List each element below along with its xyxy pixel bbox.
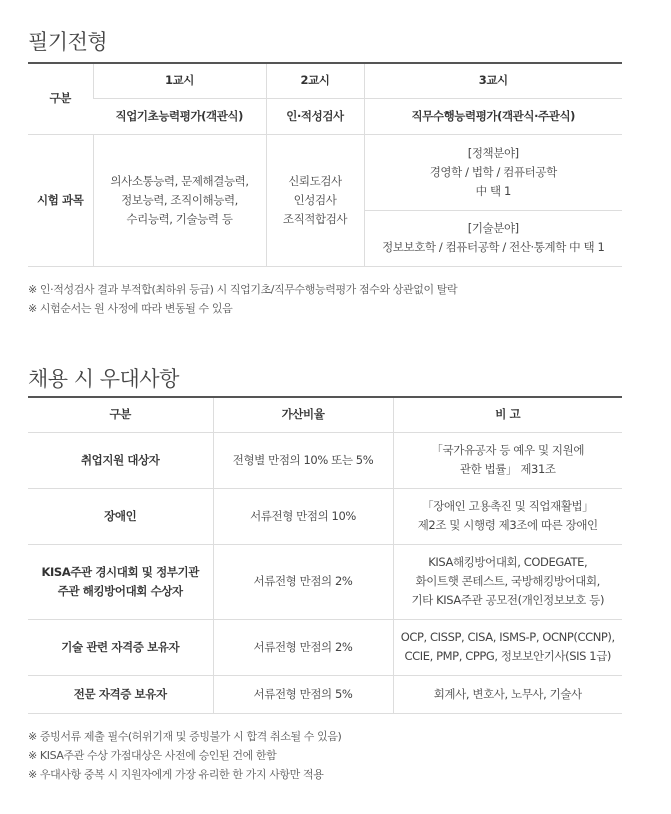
remark-line: 회계사, 변호사, 노무사, 기술사 [433,686,582,701]
table-row [28,619,622,675]
table-row [28,544,622,619]
header-period-2-subject: 인·적성검사 [266,98,364,134]
header-remark: 비 고 [393,397,622,432]
subject-line: [정책분야] [467,145,519,160]
table-header-row [28,397,622,432]
category-line: 주관 해킹방어대회 수상자 [57,583,183,598]
remark-line: 관한 법률」 제31조 [459,462,556,476]
period-2-subjects [266,134,364,266]
remark-line: KISA해킹방어대회, CODEGATE, [428,555,588,569]
row-remark [393,488,622,544]
subject-line: 정보능력, 조직이해능력, [121,192,238,207]
policy-field [365,135,623,210]
table-row [28,488,622,544]
category-line: 전문 자격증 보유자 [73,686,167,701]
header-period-2: 2교시 [266,63,364,98]
note-line: ※ KISA주관 수상 가점대상은 사전에 승인된 건에 한함 [28,749,277,762]
period-3-subjects [364,134,622,266]
category-line: 기술 관련 자격증 보유자 [61,639,180,654]
row-rate: 서류전형 만점의 10% [213,488,393,544]
preference-notes [28,727,341,784]
preference-table [28,396,622,714]
row-category: 시험 과목 [28,134,93,266]
table-row [28,675,622,713]
remark-line: 화이트햇 콘테스트, 국방해킹방어대회, [415,574,600,588]
subject-line: [기술분야] [467,221,519,235]
subject-line: 中 택 1 [475,183,511,198]
written-exam-notes [28,280,457,318]
note-line: ※ 인·적성검사 결과 부적합(최하위 등급) 시 직업기초/직무수행능력평가 점수와 상관없이 탈락 [28,283,458,296]
remark-line: 제2조 및 시행령 제3조에 따른 장애인 [417,518,598,532]
row-rate: 서류전형 만점의 2% [213,619,393,675]
remark-line: OCP, CISSP, CISA, ISMS-P, OCNP(CCNP), [400,630,615,644]
remark-line: 기타 KISA주관 공모전(개인정보보호 등) [411,593,605,607]
row-remark [393,544,622,619]
table-row [28,134,622,266]
subject-line: 인성검사 [293,192,337,207]
table-subheader-row [28,98,622,134]
remark-line: 「국가유공자 등 예우 및 지원에 [431,443,585,457]
preference-title: 채용 시 우대사항 [28,367,179,391]
subject-line: 신뢰도검사 [288,173,342,188]
row-rate: 서류전형 만점의 5% [213,675,393,713]
header-period-1-subject: 직업기초능력평가(객관식) [93,98,266,134]
row-category [28,675,213,713]
row-rate: 전형별 만점의 10% 또는 5% [213,432,393,488]
row-category [28,619,213,675]
written-exam-title: 필기전형 [28,30,108,54]
note-line: ※ 시험순서는 원 사정에 따라 변동될 수 있음 [28,302,233,315]
tech-field [365,210,623,266]
period-1-subjects [93,134,266,266]
row-category [28,488,213,544]
row-rate: 서류전형 만점의 2% [213,544,393,619]
written-exam-table [28,62,622,267]
header-period-3: 3교시 [364,63,622,98]
remark-line: 「장애인 고용촉진 및 직업재활법」 [422,499,594,513]
row-category [28,432,213,488]
header-category: 구분 [28,63,93,134]
subject-line: 정보보호학 / 컴퓨터공학 / 전산·통계학 中 택 1 [382,240,605,254]
category-line: 취업지원 대상자 [80,452,160,467]
note-line: ※ 우대사항 중복 시 지원자에게 가장 유리한 한 가지 사항만 적용 [28,768,324,781]
header-period-1: 1교시 [93,63,266,98]
row-remark [393,619,622,675]
category-line: KISA주관 경시대회 및 정부기관 [41,564,199,579]
table-row [28,432,622,488]
subject-line: 조직적합검사 [282,211,348,226]
subject-line: 경영학 / 법학 / 컴퓨터공학 [429,164,557,179]
remark-line: CCIE, PMP, CPPG, 정보보안기사(SIS 1급) [404,649,612,663]
row-category [28,544,213,619]
table-header-row [28,63,622,98]
subject-line: 의사소통능력, 문제해결능력, [110,173,249,188]
header-rate: 가산비율 [213,397,393,432]
header-period-3-subject: 직무수행능력평가(객관식·주관식) [364,98,622,134]
note-line: ※ 증빙서류 제출 필수(허위기재 및 증빙불가 시 합격 취소될 수 있음) [28,730,342,743]
row-remark [393,432,622,488]
row-remark [393,675,622,713]
subject-line: 수리능력, 기술능력 등 [126,211,233,226]
category-line: 장애인 [104,508,137,523]
header-category: 구분 [28,397,213,432]
